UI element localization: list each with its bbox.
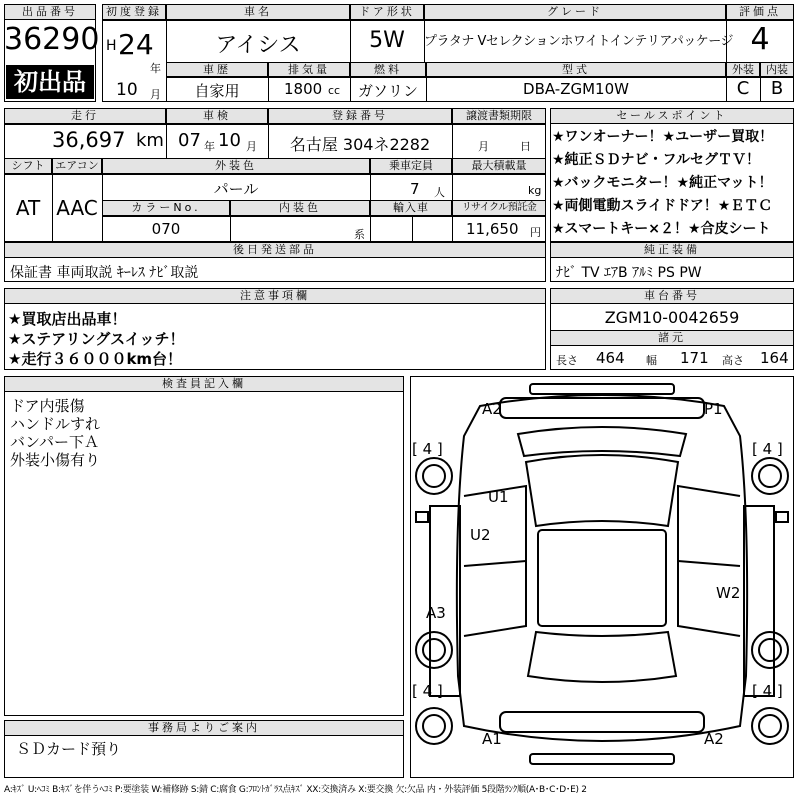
equipment: ﾅﾋﾞ TV ｴｱB ｱﾙﾐ PS PW bbox=[556, 265, 702, 281]
recycle-unit: 円 bbox=[530, 226, 541, 239]
damage-mark: U2 bbox=[470, 526, 491, 544]
mileage-unit: km bbox=[136, 130, 164, 151]
ac: AAC bbox=[56, 196, 98, 220]
reg-year: 24 bbox=[118, 28, 154, 61]
notes-label: 注意事項欄 bbox=[4, 288, 546, 304]
plate-label: 登録番号 bbox=[268, 108, 452, 124]
door-label: ドア形状 bbox=[350, 4, 424, 20]
later-parts-label: 後日発送部品 bbox=[4, 242, 546, 258]
grade: プラタナ Vセレクションホワイトインテリアパッケージ bbox=[424, 34, 734, 49]
sales-point-line: ★両側電動スライドドア！★ＥＴＣ bbox=[552, 198, 773, 214]
note-line: ★走行３６０００km台！ bbox=[8, 350, 183, 368]
sales-point-line: ★ワンオーナー！★ユーザー買取！ bbox=[552, 129, 774, 145]
ext-grade: C bbox=[736, 78, 750, 99]
tire-tread: [ 4 ] bbox=[752, 682, 783, 700]
history: 自家用 bbox=[194, 82, 240, 100]
damage-mark: W2 bbox=[716, 584, 741, 602]
insp-year: 07 bbox=[178, 130, 201, 151]
office-label: 事務局よりご案内 bbox=[4, 720, 404, 736]
plate: 名古屋 304ネ2282 bbox=[289, 135, 431, 154]
car-name: アイシス bbox=[215, 33, 301, 58]
damage-mark: U1 bbox=[488, 488, 509, 506]
grade-label: グレード bbox=[424, 4, 726, 20]
damage-mark: P1 bbox=[704, 400, 723, 418]
transfer-day-unit: 日 bbox=[520, 140, 531, 153]
damage-mark: A1 bbox=[482, 730, 502, 748]
insp-month: 10 bbox=[218, 130, 241, 151]
inspection-label: 車検 bbox=[166, 108, 268, 124]
inspector-line: ドア内張傷 bbox=[10, 397, 85, 415]
mileage: 36,697 bbox=[52, 128, 126, 152]
disp-unit: cc bbox=[328, 84, 341, 97]
sales-points-label: セールスポイント bbox=[550, 108, 794, 124]
sales-point-line: ★バックモニター！★純正マット！ bbox=[552, 175, 773, 191]
capacity-label: 乗車定員 bbox=[370, 158, 452, 174]
model-label: 型式 bbox=[426, 62, 726, 77]
lot-label: 出品番号 bbox=[4, 4, 96, 20]
month-unit: 月 bbox=[150, 88, 161, 101]
capacity-unit: 人 bbox=[434, 186, 445, 199]
color-label: 外装色 bbox=[102, 158, 370, 174]
fuel-label: 燃料 bbox=[350, 62, 426, 77]
import-label: 輸入車 bbox=[370, 200, 452, 216]
model: DBA-ZGM10W bbox=[523, 80, 629, 98]
fuel: ガソリン bbox=[357, 82, 418, 100]
sales-point-line: ★スマートキー×２！★合皮シート bbox=[552, 221, 771, 237]
recycle: 11,650 bbox=[466, 220, 519, 238]
chassis-label: 車台番号 bbox=[550, 288, 794, 304]
shift-label: シフト bbox=[4, 158, 52, 174]
width: 171 bbox=[680, 349, 709, 367]
load-unit: kg bbox=[528, 184, 542, 197]
office-note: ＳＤカード預り bbox=[16, 740, 122, 758]
height-label: 高さ bbox=[722, 354, 744, 367]
color: パール bbox=[213, 180, 259, 198]
history-label: 車歴 bbox=[166, 62, 268, 77]
reg-month: 10 bbox=[116, 80, 138, 100]
damage-mark: A3 bbox=[426, 604, 446, 622]
int-label: 内装 bbox=[760, 62, 794, 77]
door-type: 5W bbox=[369, 28, 405, 53]
length: 464 bbox=[596, 349, 625, 367]
damage-mark: A2 bbox=[704, 730, 724, 748]
int-grade: B bbox=[770, 78, 784, 99]
ac-label: エアコン bbox=[52, 158, 102, 174]
name-label: 車名 bbox=[166, 4, 350, 20]
equipment-label: 純正装備 bbox=[550, 242, 794, 258]
shift: AT bbox=[15, 196, 41, 220]
color-no: 070 bbox=[151, 220, 181, 238]
tire-tread: [ 4 ] bbox=[412, 682, 443, 700]
score-label: 評価点 bbox=[726, 4, 794, 20]
inspector-line: 外装小傷有り bbox=[10, 451, 101, 469]
reg-label: 初度登録 bbox=[102, 4, 166, 20]
disp-label: 排気量 bbox=[268, 62, 350, 77]
transfer-label: 譲渡書類期限 bbox=[452, 108, 546, 124]
mileage-label: 走行 bbox=[4, 108, 166, 124]
car-diagram-svg bbox=[410, 376, 794, 778]
inspector-label: 検査員記入欄 bbox=[4, 376, 404, 392]
load-label: 最大積載量 bbox=[452, 158, 546, 174]
inspector-line: ハンドルすれ bbox=[10, 415, 101, 433]
displacement: 1800 bbox=[284, 80, 323, 98]
capacity: 7 bbox=[410, 180, 420, 198]
height: 164 bbox=[760, 349, 789, 367]
lot-number: 36290 bbox=[4, 22, 100, 57]
note-line: ★ステアリングスイッチ！ bbox=[8, 330, 185, 348]
inspector-line: バンパー下Ａ bbox=[10, 433, 99, 451]
interior-unit: 系 bbox=[354, 228, 365, 241]
later-parts: 保証書 車両取説 ｷｰﾚｽ ﾅﾋﾞ取説 bbox=[10, 265, 199, 281]
tire-tread: [ 4 ] bbox=[752, 440, 783, 458]
dims-label: 諸元 bbox=[550, 330, 794, 346]
year-unit: 年 bbox=[150, 62, 161, 75]
sales-point-line: ★純正ＳＤナビ・フルセグＴＶ！ bbox=[552, 152, 760, 168]
chassis-number: ZGM10-0042659 bbox=[604, 308, 740, 327]
recycle-label: リサイクル預託金 bbox=[452, 200, 546, 216]
interior-color-label: 内装色 bbox=[230, 200, 370, 216]
insp-month-unit: 月 bbox=[246, 140, 257, 153]
transfer-month-unit: 月 bbox=[478, 140, 489, 153]
insp-year-unit: 年 bbox=[204, 140, 215, 153]
ext-label: 外装 bbox=[726, 62, 760, 77]
tire-tread: [ 4 ] bbox=[412, 440, 443, 458]
note-line: ★買取店出品車！ bbox=[8, 310, 127, 328]
damage-mark: A2 bbox=[482, 400, 502, 418]
score: 4 bbox=[750, 22, 770, 57]
first-listing-badge: 初出品 bbox=[6, 65, 94, 99]
era: H bbox=[106, 38, 117, 54]
length-label: 長さ bbox=[556, 354, 578, 367]
legend-footer: A:ｷｽﾞ U:ﾍｺﾐ B:ｷｽﾞを伴うﾍｺﾐ P:要塗装 W:補修跡 S:錆 C:腐食 G:ﾌﾛﾝﾄｶﾞﾗｽ点ｷｽﾞ XX:交換済み X:要交換 欠:欠品 内・外装評価 5段階ﾗﾝｸ順(A･B･C･D･E) 2 bbox=[4, 785, 587, 795]
width-label: 幅 bbox=[646, 354, 657, 367]
color-no-label: カラーNo. bbox=[102, 200, 230, 216]
